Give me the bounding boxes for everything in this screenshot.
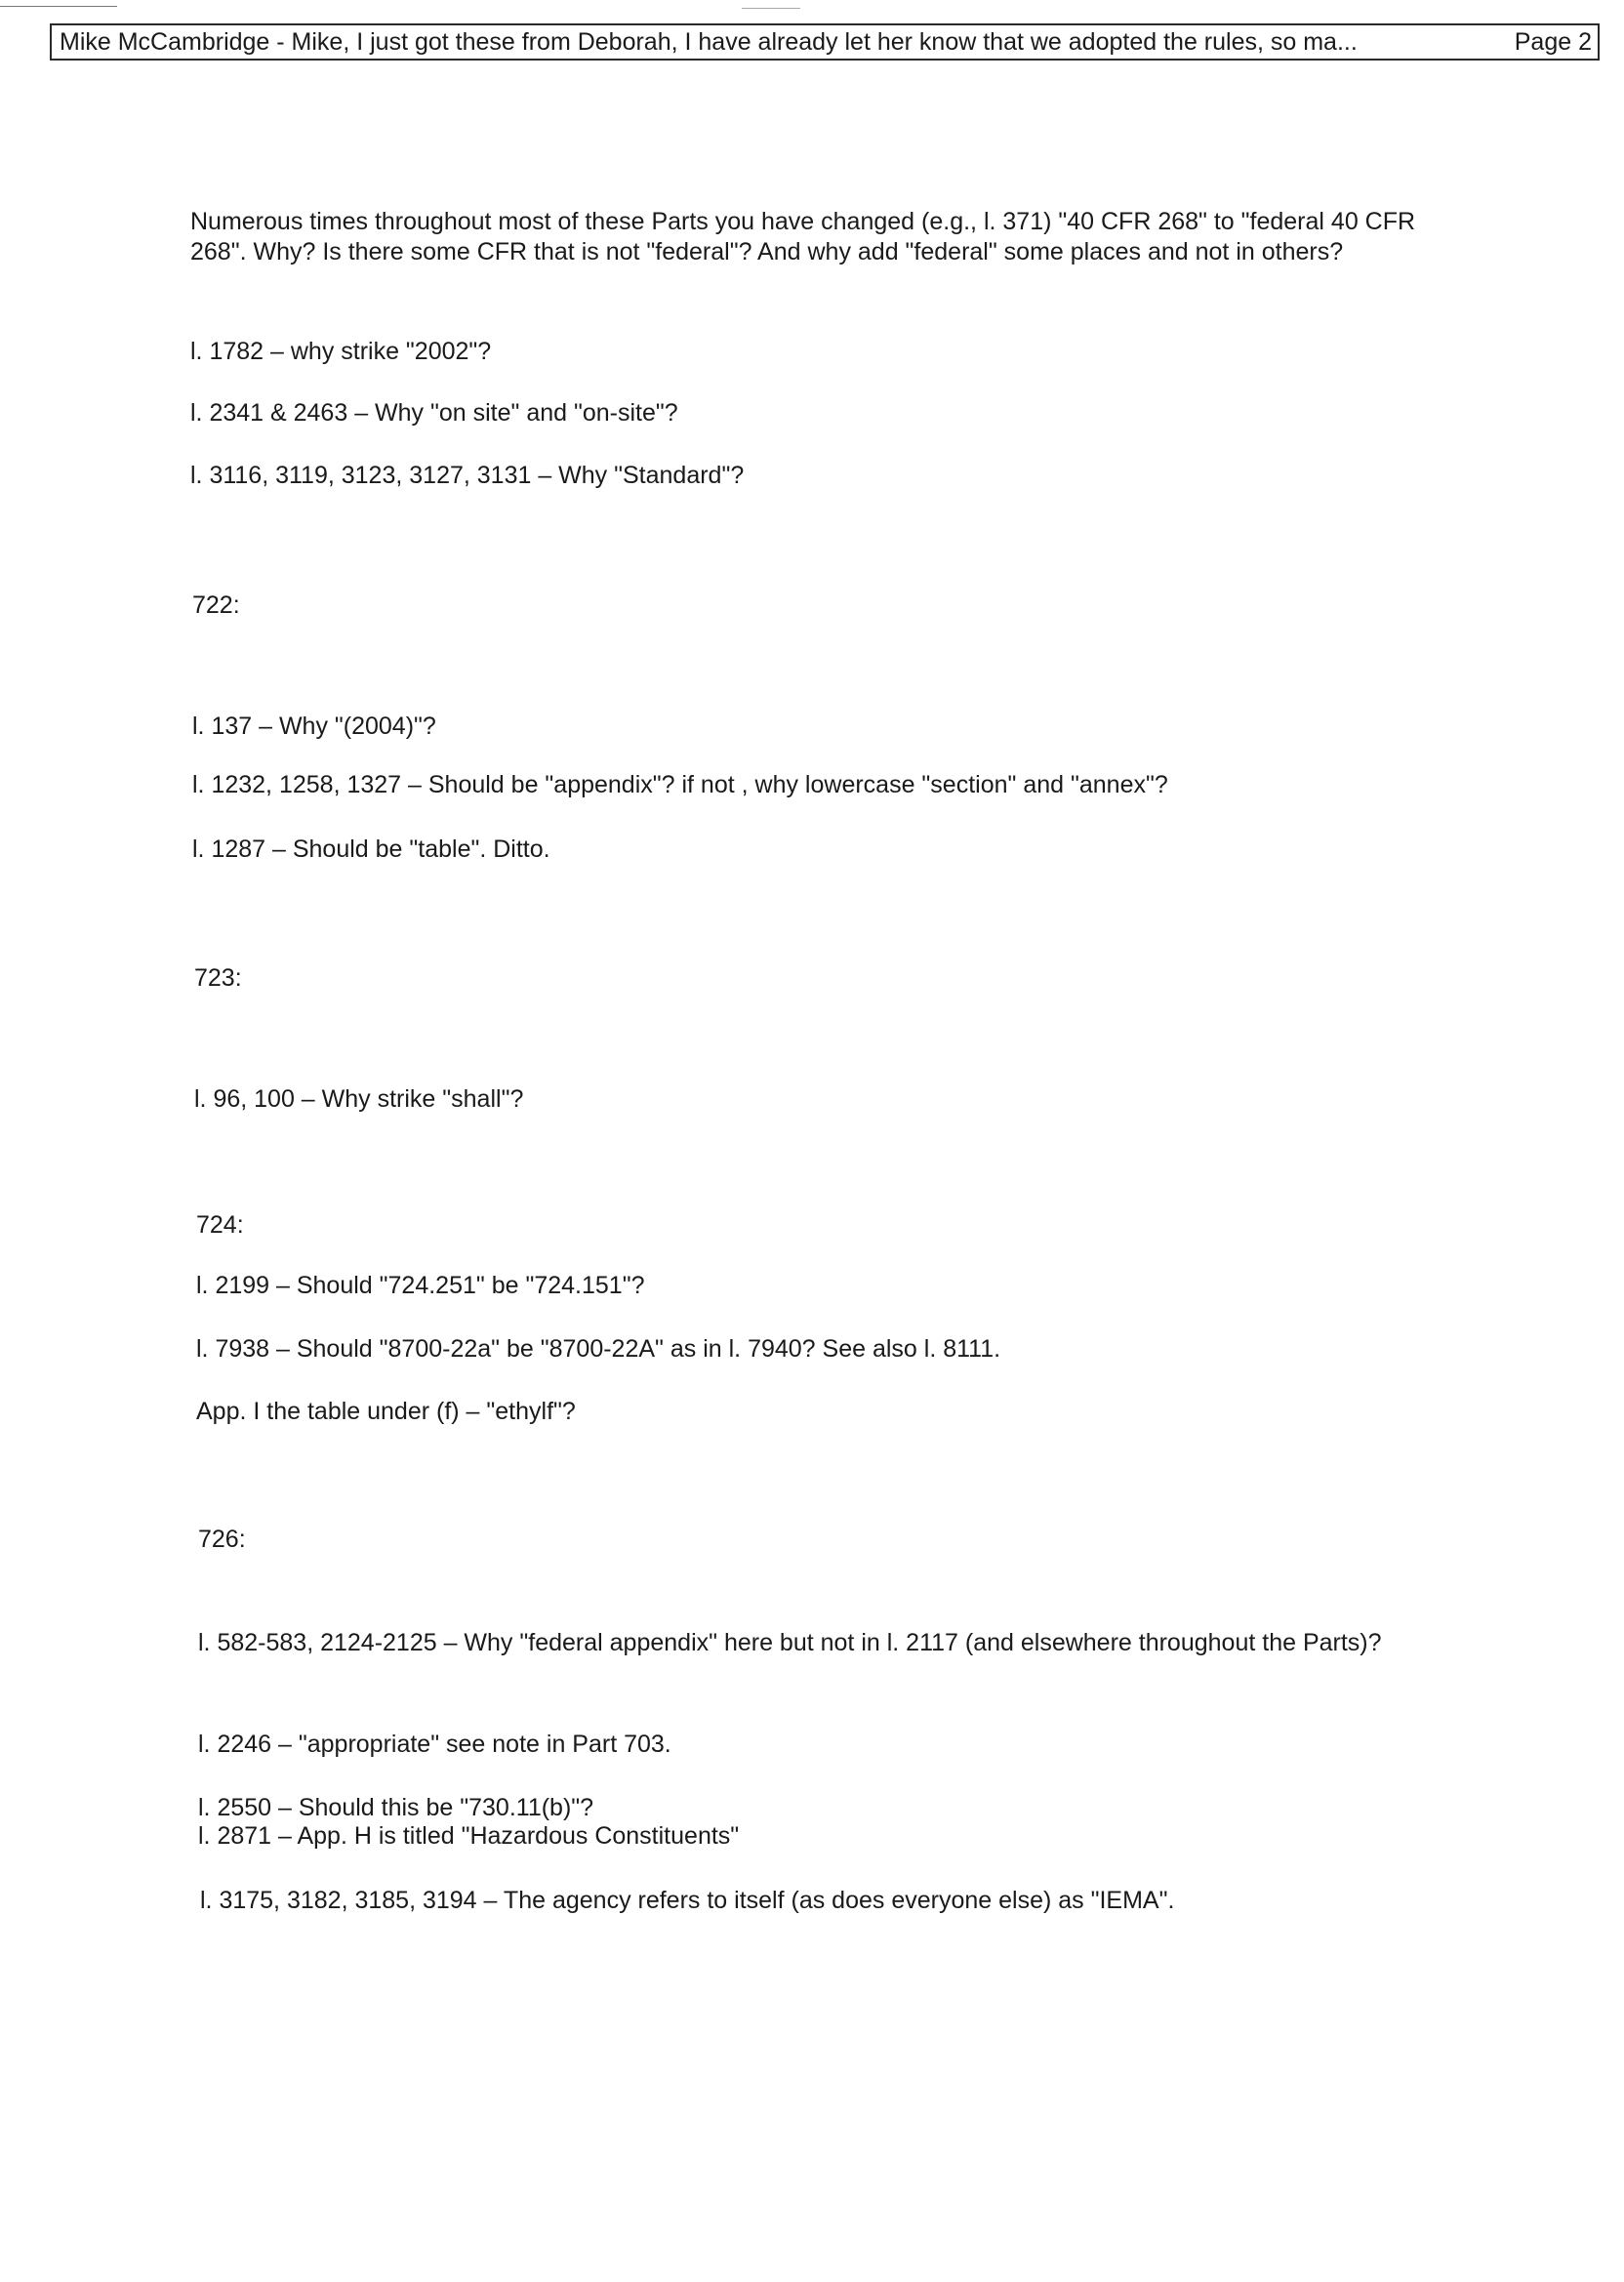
note-line: l. 3175, 3182, 3185, 3194 – The agency refers to itself (as does everyone else) as "IEMA".: [200, 1887, 1175, 1914]
section-heading-722: 722:: [192, 591, 240, 619]
email-header-bar: [50, 23, 1600, 61]
section-heading-724: 724:: [196, 1211, 244, 1239]
note-line: l. 2871 – App. H is titled "Hazardous Constituents": [198, 1822, 740, 1850]
email-subject: Mike McCambridge - Mike, I just got these from Deborah, I have already let her know that we adopted the rules, so ma...: [60, 27, 1358, 56]
note-line: l. 7938 – Should "8700-22a" be "8700-22A" as in l. 7940? See also l. 8111.: [196, 1335, 1001, 1363]
section-heading-723: 723:: [194, 964, 242, 992]
note-line: App. I the table under (f) – "ethylf"?: [196, 1398, 576, 1425]
note-line: l. 2550 – Should this be "730.11(b)"?: [198, 1794, 594, 1821]
scan-artifact-line: [742, 8, 800, 9]
note-line: l. 96, 100 – Why strike "shall"?: [194, 1085, 524, 1113]
section-heading-726: 726:: [198, 1526, 246, 1553]
note-line: l. 2199 – Should "724.251" be "724.151"?: [196, 1272, 645, 1299]
note-line: l. 1232, 1258, 1327 – Should be "appendix"? if not , why lowercase "section" and "annex"?: [192, 771, 1168, 798]
scan-artifact-line: [0, 6, 117, 7]
intro-paragraph: Numerous times throughout most of these Parts you have changed (e.g., l. 371) "40 CFR 268" to "federal 40 CFR 268". Why? Is there some CFR that is not "federal"? And why add "federal" some places and not in others?: [190, 208, 1416, 265]
note-line: l. 1287 – Should be "table". Ditto.: [192, 835, 550, 863]
note-line: l. 582-583, 2124-2125 – Why "federal appendix" here but not in l. 2117 (and elsewhere throughout the Parts)?: [198, 1629, 1382, 1656]
note-line: l. 137 – Why "(2004)"?: [192, 713, 436, 740]
page-number: Page 2: [1514, 27, 1592, 56]
note-line: l. 2246 – "appropriate" see note in Part 703.: [198, 1731, 671, 1758]
note-line: l. 1782 – why strike "2002"?: [190, 338, 492, 365]
note-line: l. 3116, 3119, 3123, 3127, 3131 – Why "Standard"?: [190, 462, 745, 489]
note-line: l. 2341 & 2463 – Why "on site" and "on-site"?: [190, 399, 678, 427]
